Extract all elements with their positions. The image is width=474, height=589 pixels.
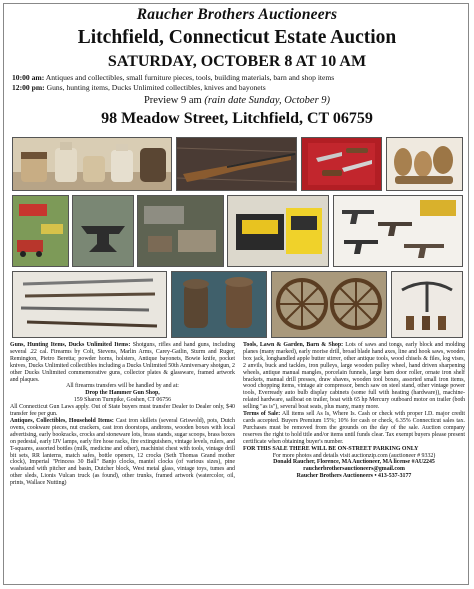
schedule-text: Guns, hunting items, Ducks Unlimited collectibles, knives and bayonets <box>46 83 266 92</box>
tools-photo <box>137 195 224 267</box>
schedule-text: Antiques and collectibles, small furniture pieces, tools, building materials, barn and shop items <box>45 73 335 82</box>
schedule-time: 12:00 pm: <box>12 83 45 92</box>
carvings-photo <box>386 137 463 191</box>
wagon-wheels-image <box>272 272 386 337</box>
toy-trucks-photo <box>12 195 69 267</box>
anvil-image <box>73 196 133 266</box>
pistols-image <box>334 196 462 266</box>
trap-image <box>392 272 462 337</box>
toy-trucks-image <box>13 196 68 266</box>
generator-image <box>228 196 328 266</box>
pistols-photo <box>333 195 463 267</box>
footer-contact: Raucher Brothers Auctioneers • 413-537-3177 <box>296 473 412 480</box>
trap-photo <box>391 271 463 338</box>
gun-shop-address: 159 Sharon Turnpike, Goshen, CT 06756 <box>73 397 172 404</box>
bayonets-image <box>13 272 166 337</box>
parking-notice: FOR THIS SALE THERE WILL BE ON-STREET PARKING ONLY <box>243 445 419 452</box>
guns-text: Shotguns, rifles and hand guns, including several .22 cal. Firearms by Colt, Stevens, Marlin Arms, Carey-Gatlin, Sturm and Ruger, Remington, Pietro Beretta; powder horns, holsters, Antique bayonets, Bowie knife, pocket knives, Ducks Unlimited collectibles including a Ducks Unlimited 50th Anniversary shotgun, 2 other Ducks Unlimited commemorative guns, collector plates & glassware, framed artwork and plaques. <box>10 342 235 383</box>
preview-time: Preview 9 am <box>143 95 205 106</box>
rifle-image <box>177 138 296 190</box>
contact-email: raucherbrothersauctioneers@gmail.com <box>303 466 405 473</box>
auctioneer-license: Donald Raucher, Florence, MA Auctioneer, MA license #AU2245 <box>273 459 435 466</box>
knives-image <box>302 138 381 190</box>
crocks-photo <box>12 137 172 191</box>
rain-date: (rain date Sunday, October 9) <box>204 95 331 106</box>
preview-line <box>0 95 474 106</box>
guns-section <box>10 342 235 383</box>
tools-label: Tools, Lawn & Garden, Barn & Shop: <box>243 342 344 348</box>
left-column <box>10 342 235 487</box>
antiques-section <box>10 418 235 487</box>
schedule-line-1 <box>12 73 462 83</box>
anvil-photo <box>72 195 134 267</box>
guns-label: Guns, Hunting Items, Ducks Unlimited Items: <box>10 342 131 348</box>
schedule-time: 10:00 am: <box>12 73 45 82</box>
knives-photo <box>301 137 382 191</box>
tools-section <box>243 342 465 411</box>
auction-date-time: SATURDAY, OCTOBER 8 AT 10 AM <box>107 53 367 70</box>
right-column <box>243 342 465 480</box>
terms-text: All items sell As Is, Where Is. Cash or check with proper I.D. major credit cards accepted. Buyers Premium 15%; 10% for cash or check, 6.35% Connecticut sales tax. Purchases must be removed from the grounds on the day of the sale. Auction company reserves the right to hold title and/or items until funds clear. Tax exempt buyers please present certificate when obtaining buyer's number. <box>243 411 465 445</box>
ct-gun-laws: All Connecticut Gun Laws apply. Out of State buyers must transfer Dealer to Dealer only, $40 transfer fee per gun. <box>10 404 235 418</box>
more-photos-info: For more photos and details visit auctionzip.com (auctioneer # 9332) <box>272 452 436 459</box>
tools-text: Lots of saws and tongs, early block and molding planes (many marked), early morise drill, broad blade hand axes, line and hook saws, wooden box jack, longhandled apple butter stirrer, other antique tools, wood chisels & files, log vises, 2 anvils, buck and tackles, iron pulleys, large wooden pulley wheel, hand driven sharpening wheels, antique manual mangles, porcelain funnels, large barn door roller, ornate iron shelf brackets, manual drill presses, draw shaves, wooden tool boxes, assorted small iron items, wood chopping items, vintage air compressor, bench saw on steel stand, other vintage power tools, Everready auto bulb display cabinets (some full with heating (hardware)), machine-related hardware, sailboat on trailer, boat with 65 hp Mercury outboard motor on trailer (both selling "as is"), several boat seats, plus many, many more. <box>243 342 466 411</box>
tools-image <box>138 196 223 266</box>
company-name: Raucher Brothers Auctioneers <box>136 6 338 23</box>
generator-photo <box>227 195 329 267</box>
heaters-photo <box>171 271 267 338</box>
bayonets-photo <box>12 271 167 338</box>
carvings-image <box>387 138 462 190</box>
wagon-wheels-photo <box>271 271 387 338</box>
terms-label: Terms of Sale: <box>243 411 281 418</box>
transfer-line-1: All firearms transfers will be handled by and at: <box>66 383 179 390</box>
antiques-label: Antiques, Collectibles, Household Items: <box>10 417 114 424</box>
rifle-photo <box>176 137 297 191</box>
auction-title: Litchfield, Connecticut Estate Auction <box>77 27 397 48</box>
gun-shop-name: Drop the Hammer Gun Shop, <box>85 390 160 397</box>
crocks-image <box>13 138 171 190</box>
heaters-image <box>172 272 266 337</box>
terms-section <box>243 411 465 446</box>
auction-address: 98 Meadow Street, Litchfield, CT 06759 <box>101 110 373 127</box>
antiques-text: Cast iron skillets (several Griswold), pots, Dutch ovens, cookware pieces, nut crackers, cast iron doorstops, andirons, wooden boxes with local advertising, early bookracks, crocks and stoneware lots, brass stands, sugar scoops, brass boxes on pedestal, early IJV lamps, early fire hose racks, fire extinguishers, vintage levels, rulers, and T-squares, assorted bottles (milk, medicine and other), machinist chest with tools, vintage drill bit sets, RR lanterns, match safes, bottle openers, 12 crocks (Seth Thomas Grand mother clock), Imperial "Princess 30 Ball" Banjo clocks, mantel clocks (of various sizes), pine washstand with pitcher and basin, Dutcher block, West metal glass, vintage toys, tumes and other sleds, Lionis Vulcan truck (as found), other trunks, framed artwork (watercolor, oil, prints, Wallace Nutting) <box>10 417 235 487</box>
schedule-line-2 <box>12 83 462 93</box>
